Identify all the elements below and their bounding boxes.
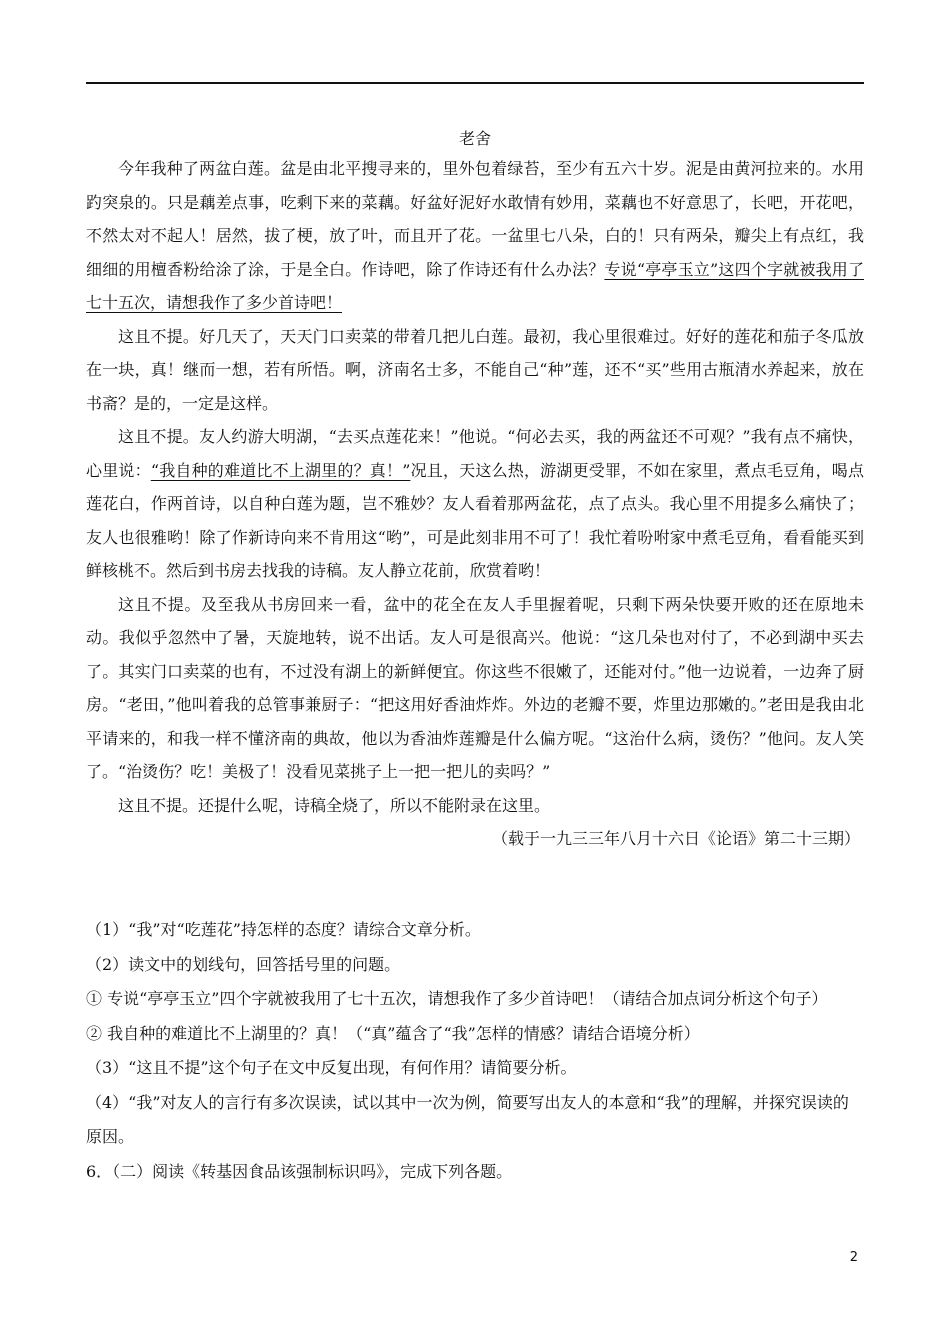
paragraph-3: [86, 420, 864, 588]
page-number: 2: [849, 1250, 858, 1265]
paragraph-3-text-b: 况且，天这么热，游湖更受罪，不如在家里，煮点毛豆角，喝点莲花白，作两首诗，以自种白莲为题，岂不雅妙？友人看着那两盆花，点了点头。我心里不用提多么痛快了；友人也很雅哟！除了作新诗向来不肯用这“哟”，可是此刻非用不可了！我忙着吩咐家中煮毛豆角，看看能买到鲜核桃不。然后到书房去找我的诗稿。友人静立花前，欣赏着哟！: [86, 460, 864, 580]
article-author: 老舍: [458, 129, 491, 148]
article-body: [86, 152, 864, 856]
question-2-sub-2: ② 我自种的难道比不上湖里的？真！（“真”蕴含了“我”怎样的情感？请结合语境分析）: [86, 1023, 700, 1043]
paragraph-4: 这且不提。及至我从书房回来一看，盆中的花全在友人手里握着呢，只剩下两朵快要开败的还在原地未动。我似乎忽然中了暑，天旋地转，说不出话。友人可是很高兴。他说：“这几朵也对付了，不必到湖中买去了。其实门口卖菜的也有，不过没有湖上的新鲜便宜。你这些不很嫩了，还能对付。”他一边说着，一边奔了厨房。“老田，”他叫着我的总管事兼厨子：“把这用好香油炸炸。外边的老瓣不要，炸里边那嫩的。”老田是我由北平请来的，和我一样不懂济南的典故，他以为香油炸莲瓣是什么偏方呢。“这治什么病，烫伤？”他问。友人笑了。“治烫伤？吃！美极了！没看见菜挑子上一把一把儿的卖吗？”: [86, 594, 864, 781]
question-4: （4）“我”对友人的言行有多次误读，试以其中一次为例，简要写出友人的本意和“我”的理解，并探究误读的原因。: [86, 1092, 849, 1146]
question-2-sub-1: ① 专说“亭亭玉立”四个字就被我用了七十五次，请想我作了多少首诗吧！（请结合加点词分析这个句子）: [86, 989, 828, 1008]
paragraph-5: 这且不提。还提什么呢，诗稿全烧了，所以不能附录在这里。: [118, 795, 551, 815]
underlined-sentence-2: “我自种的难道比不上湖里的？真！”: [150, 460, 411, 480]
question-1: （1）“我”对“吃莲花”持怎样的态度？请综合文章分析。: [86, 920, 481, 939]
header-rule: [86, 82, 864, 84]
question-6: 6．（二）阅读《转基因食品该强制标识吗》，完成下列各题。: [86, 1161, 513, 1181]
paragraph-2: 这且不提。好几天了，天天门口卖菜的带着几把儿白莲。最初，我心里很难过。好好的莲花和茄子冬瓜放在一块，真！继而一想，若有所悟。啊，济南名士多，不能自己“种”莲，还不“买”些用古瓶清水养起来，放在书斋？是的，一定是这样。: [86, 326, 864, 413]
question-list: [86, 913, 864, 1189]
question-2: （2）读文中的划线句，回答括号里的问题。: [86, 954, 401, 974]
paragraph-1-text: 今年我种了两盆白莲。盆是由北平搜寻来的，里外包着绿苔，至少有五六十岁。泥是由黄河拉来的。水用趵突泉的。只是藕差点事，吃剩下来的菜藕。好盆好泥好水敢情有妙用，菜藕也不好意思了，长吧，开花吧，不然太对不起人！居然，拔了梗，放了叶，而且开了花。一盆里七八朵，白的！只有两朵，瓣尖上有点红，我细细的用檀香粉给涂了涂，于是全白。作诗吧，除了作诗还有什么办法？: [86, 159, 864, 279]
paragraph-3-text-a: 这且不提。友人约游大明湖，“去买点莲花来！”他说。“何必去买，我的两盆还不可观？”我有点不痛快，心里说：: [86, 427, 864, 480]
question-3: （3）“这且不提”这个句子在文中反复出现，有何作用？请简要分析。: [86, 1058, 577, 1077]
article-source: （载于一九三三年八月十六日《论语》第二十三期）: [491, 829, 860, 848]
paragraph-1: [86, 152, 864, 320]
underlined-sentence-1: 专说“亭亭玉立”这四个字就被我用了七十五次，请想我作了多少首诗吧！: [86, 259, 864, 312]
